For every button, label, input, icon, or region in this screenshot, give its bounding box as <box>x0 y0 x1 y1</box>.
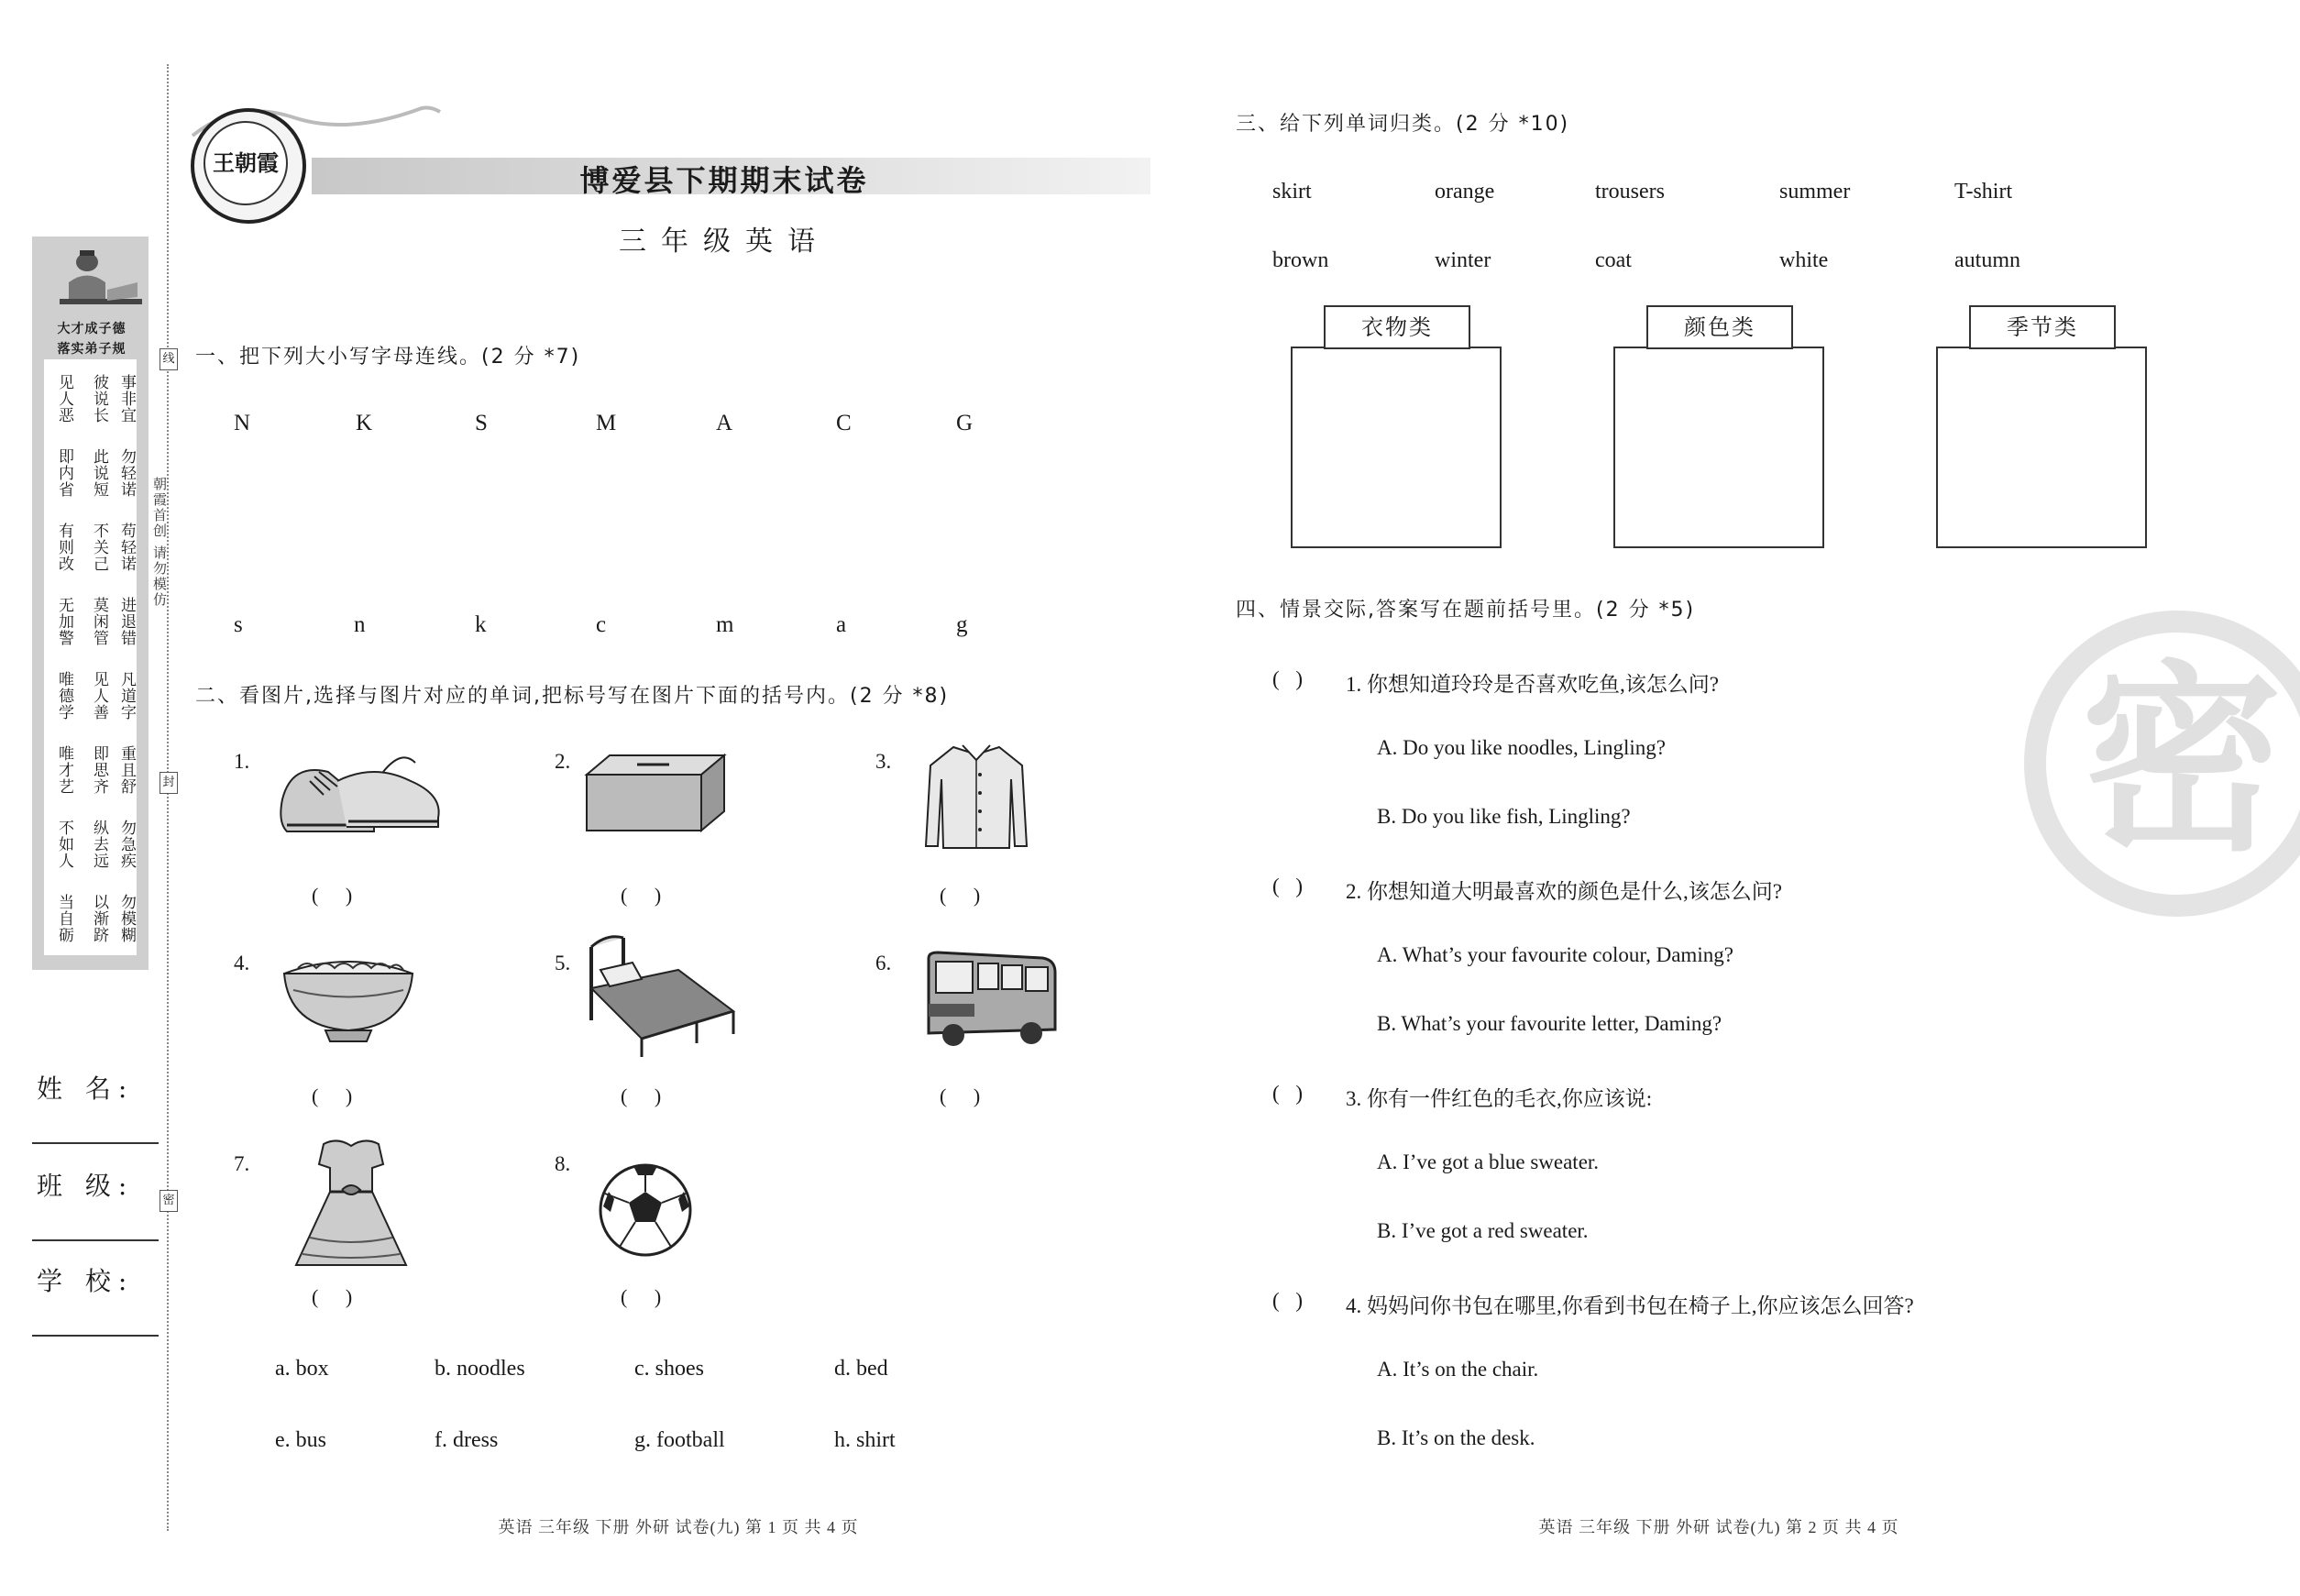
motto-line-2: 落实弟子规 <box>57 342 127 357</box>
logo-text: 王朝霞 <box>204 121 288 205</box>
word-option: c. shoes <box>634 1357 704 1381</box>
word-item: orange <box>1435 180 1495 204</box>
poem-group: 有则改 <box>55 523 73 572</box>
word-item: summer <box>1779 180 1851 204</box>
word-item: white <box>1779 248 1829 272</box>
choice-a[interactable]: A. It’s on the chair. <box>1377 1358 1539 1381</box>
word-option: f. dress <box>435 1428 499 1452</box>
answer-bracket[interactable]: ( ) <box>1272 667 1309 690</box>
section4-heading: 四、情景交际,答案写在题前括号里。(2 分 *5) <box>1236 599 1696 622</box>
poem-group: 即思齐 <box>90 745 108 795</box>
footer-right: 英语 三年级 下册 外研 试卷(九) 第 2 页 共 4 页 <box>1538 1518 1899 1536</box>
poem-group: 凡道字 <box>117 671 136 721</box>
word-option: e. bus <box>275 1428 326 1452</box>
uppercase-letter[interactable]: G <box>956 411 974 435</box>
poem-group: 以渐跻 <box>90 894 108 943</box>
choice-b[interactable]: B. It’s on the desk. <box>1377 1426 1535 1449</box>
bus-icon <box>921 949 1059 1050</box>
poem-group: 勿急疾 <box>117 820 136 869</box>
item-number: 6. <box>875 952 892 974</box>
uppercase-letter[interactable]: S <box>475 411 488 435</box>
school-label: 学 校: <box>37 1266 135 1296</box>
poem-group: 进退错 <box>117 597 136 646</box>
word-option: h. shirt <box>834 1428 896 1452</box>
answer-bracket[interactable]: ( ) <box>1272 875 1309 897</box>
poem-group: 此说短 <box>90 448 108 498</box>
exam-title: 博爱县下期期末试卷 <box>579 163 869 198</box>
poem-group: 不如人 <box>55 820 73 869</box>
word-item: autumn <box>1954 248 2020 272</box>
answer-bracket[interactable]: ( ) <box>312 1084 364 1107</box>
item-number: 4. <box>234 952 250 974</box>
answer-bracket[interactable]: ( ) <box>621 884 673 907</box>
name-input[interactable] <box>32 1142 159 1144</box>
uppercase-letter[interactable]: C <box>836 411 852 435</box>
item-number: 1. <box>234 750 250 773</box>
category-label: 颜色类 <box>1646 305 1793 349</box>
poem-group: 重且舒 <box>117 745 136 795</box>
item-number: 8. <box>555 1152 571 1175</box>
shoes-icon <box>273 744 443 845</box>
choice-b[interactable]: B. I’ve got a red sweater. <box>1377 1219 1589 1242</box>
poem-group: 唯德学 <box>55 671 73 721</box>
question-text: 1. 你想知道玲玲是否喜欢吃鱼,该怎么问? <box>1346 673 1719 696</box>
school-input[interactable] <box>32 1335 159 1337</box>
poem-group: 即内省 <box>55 448 73 498</box>
item-number: 7. <box>234 1152 250 1175</box>
seal-mark-1: 线 <box>160 348 178 370</box>
word-item: coat <box>1595 248 1632 272</box>
footer-left: 英语 三年级 下册 外研 试卷(九) 第 1 页 共 4 页 <box>498 1518 859 1536</box>
poem-group: 无加警 <box>55 597 73 646</box>
bed-icon <box>587 933 738 1062</box>
lowercase-letter[interactable]: a <box>836 612 847 637</box>
watermark-glyph: 密 <box>2080 644 2283 878</box>
copyright-note: 朝霞首创 请勿模仿 <box>151 477 168 608</box>
poem-group: 见人恶 <box>55 374 73 424</box>
poem-group: 纵去远 <box>90 820 108 869</box>
answer-bracket[interactable]: ( ) <box>312 884 364 907</box>
class-input[interactable] <box>32 1239 159 1241</box>
word-option: b. noodles <box>435 1357 525 1381</box>
question-text: 3. 你有一件红色的毛衣,你应该说: <box>1346 1087 1653 1110</box>
lowercase-letter[interactable]: s <box>234 612 243 637</box>
poem-group: 见人善 <box>90 671 108 721</box>
category-label: 季节类 <box>1969 305 2116 349</box>
football-icon <box>598 1162 694 1259</box>
question-text: 2. 你想知道大明最喜欢的颜色是什么,该怎么问? <box>1346 880 1782 903</box>
poem-group: 当自砺 <box>55 894 73 943</box>
choice-a[interactable]: A. I’ve got a blue sweater. <box>1377 1150 1600 1173</box>
choice-a[interactable]: A. What’s your favourite colour, Daming? <box>1377 943 1733 966</box>
name-label: 姓 名: <box>37 1073 135 1104</box>
seal-mark-2: 封 <box>160 772 178 794</box>
uppercase-letter[interactable]: K <box>356 411 373 435</box>
category-answer-box[interactable] <box>1613 347 1824 548</box>
poem-group: 苟轻诺 <box>117 523 136 572</box>
exam-subtitle: 三年级英语 <box>619 226 830 258</box>
poem-group: 彼说长 <box>90 374 108 424</box>
item-number: 2. <box>555 750 571 773</box>
poem-group: 勿轻诺 <box>117 448 136 498</box>
binding-line <box>167 64 169 1531</box>
word-item: skirt <box>1272 180 1312 204</box>
question-text: 4. 妈妈问你书包在哪里,你看到书包在椅子上,你应该怎么回答? <box>1346 1294 1914 1317</box>
word-option: a. box <box>275 1357 329 1381</box>
item-number: 5. <box>555 952 571 974</box>
choice-b[interactable]: B. What’s your favourite letter, Daming? <box>1377 1012 1722 1035</box>
poem-group: 勿模糊 <box>117 894 136 943</box>
answer-bracket[interactable]: ( ) <box>312 1285 364 1308</box>
word-item: trousers <box>1595 180 1665 204</box>
uppercase-letter[interactable]: M <box>596 411 617 435</box>
answer-bracket[interactable]: ( ) <box>1272 1289 1309 1312</box>
noodles-icon <box>280 953 417 1045</box>
word-option: g. football <box>634 1428 725 1452</box>
word-item: T-shirt <box>1954 180 2013 204</box>
item-number: 3. <box>875 750 892 773</box>
section2-heading: 二、看图片,选择与图片对应的单词,把标号写在图片下面的括号内。(2 分 *8) <box>195 685 950 708</box>
class-label: 班 级: <box>37 1171 135 1201</box>
word-option: d. bed <box>834 1357 888 1381</box>
lowercase-letter[interactable]: m <box>716 612 734 637</box>
answer-bracket[interactable]: ( ) <box>1272 1082 1309 1105</box>
shirt-icon <box>921 738 1031 857</box>
answer-bracket[interactable]: ( ) <box>940 884 992 907</box>
lowercase-letter[interactable]: g <box>956 612 968 637</box>
answer-bracket[interactable]: ( ) <box>621 1285 673 1308</box>
choice-a[interactable]: A. Do you like noodles, Lingling? <box>1377 736 1666 759</box>
word-item: brown <box>1272 248 1329 272</box>
box-icon <box>582 752 729 834</box>
lowercase-letter[interactable]: n <box>354 612 366 637</box>
dress-icon <box>292 1137 411 1274</box>
lowercase-letter[interactable]: k <box>475 612 487 637</box>
scholar-icon <box>50 246 151 328</box>
section1-heading: 一、把下列大小写字母连线。(2 分 *7) <box>195 346 581 369</box>
category-answer-box[interactable] <box>1291 347 1502 548</box>
poem-group: 事非宜 <box>117 374 136 424</box>
choice-b[interactable]: B. Do you like fish, Lingling? <box>1377 805 1631 828</box>
answer-bracket[interactable]: ( ) <box>940 1084 992 1107</box>
poem-group: 莫闲管 <box>90 597 108 646</box>
category-answer-box[interactable] <box>1936 347 2147 548</box>
seal-mark-3: 密 <box>160 1190 178 1212</box>
category-label: 衣物类 <box>1324 305 1470 349</box>
section3-heading: 三、给下列单词归类。(2 分 *10) <box>1236 113 1570 136</box>
poem-group: 不关己 <box>90 523 108 572</box>
lowercase-letter[interactable]: c <box>596 612 607 637</box>
word-item: winter <box>1435 248 1491 272</box>
uppercase-letter[interactable]: A <box>716 411 733 435</box>
answer-bracket[interactable]: ( ) <box>621 1084 673 1107</box>
poem-group: 唯才艺 <box>55 745 73 795</box>
motto-line-1: 大才成子德 <box>57 322 127 336</box>
uppercase-letter[interactable]: N <box>234 411 251 435</box>
